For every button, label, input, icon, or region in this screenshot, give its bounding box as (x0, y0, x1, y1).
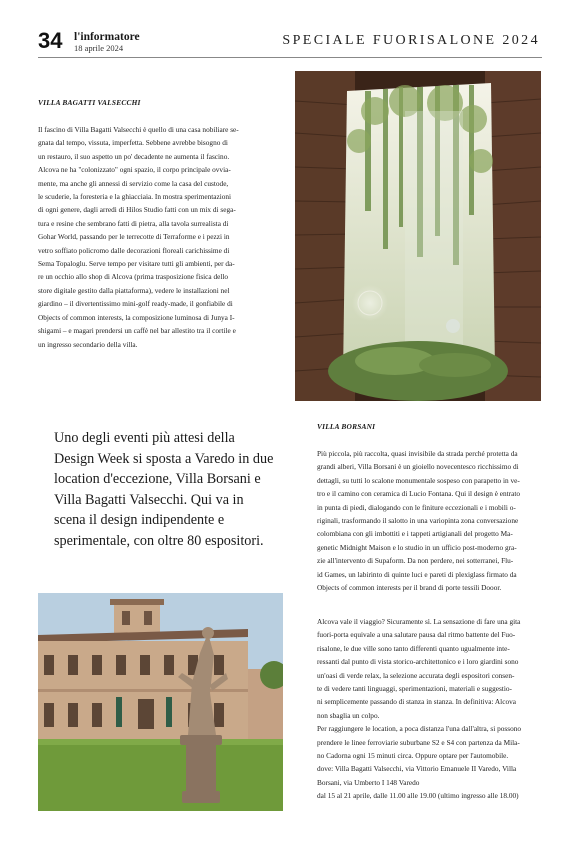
text-line: in punta di piedi, dialogando con le finiture eccezionali e i mobili o- (317, 502, 516, 512)
text-line: riginali, trasformando il salotto in una variopinta zona conversazione (317, 516, 519, 526)
text-line: Gohar World, passando per le terrecotte di Terraforme e i pezzi in (38, 232, 230, 242)
photo-overgrown-courtyard (295, 71, 541, 401)
text-line: zie all'intervento di Supaform. Da non perdere, nei sotterranei, Flu- (317, 556, 514, 566)
text-line: gnata dal tempo, vissuta, imperfetta. Sebbene avrebbe bisogno di (38, 138, 228, 148)
header-rule (38, 57, 542, 58)
text-line: Borsani, via Umberto I 148 Varedo (317, 777, 420, 787)
text-line: no Cadorna ogni 15 minuti circa. Oppure optare per l'automobile. (317, 751, 509, 761)
text-line: un ingresso secondario della villa. (38, 339, 138, 349)
text-line: prendere le linee ferroviarie suburbane S2 e S4 con partenza da Mila- (317, 737, 520, 747)
text-line: di ogni genere, dagli arredi di Hilos Studio fatti con un mix di sega- (38, 205, 236, 215)
text-line: un'oasi di verde relax, la selezione accurata degli espositori consen- (317, 670, 515, 680)
text-line: fuori-porta equivale a una salutare pausa dal ritmo battente del Fuo- (317, 630, 516, 640)
text-line: dettagli, su tutti lo scalone monumentale sospeso con parapetto in ve- (317, 475, 520, 485)
article-body-villa-bagatti (38, 123, 288, 351)
text-line: Per raggiungere le location, a poca distanza l'una dall'altra, si possono (317, 724, 522, 734)
section-title: SPECIALE FUORISALONE 2024 (282, 33, 540, 48)
text-line: non sbaglia un colpo. (317, 710, 380, 720)
page-header (0, 0, 580, 62)
text-line: ni semplicemente passando di stanza in stanza. In definitiva: Alcova (317, 697, 516, 707)
text-line: Il fascino di Villa Bagatti Valsecchi è quello di una casa nobiliare se- (38, 125, 239, 134)
text-line: tro e il camino con ceramica di Lucio Fontana. Qui il design è entrato (317, 489, 521, 499)
text-line: re un occhio allo shop di Alcova (prima trasposizione fisica dello (38, 272, 229, 282)
text-line: Alcova ne ha "colonizzato" ogni spazio, il corpo principale ovvia- (38, 165, 231, 175)
article-heading-villa-bagatti: VILLA BAGATTI VALSECCHI (38, 98, 141, 107)
text-line: vetro soffiato policromo dalle decorazioni floreali carichissime di (38, 245, 230, 255)
text-line: genetic Midnight Maison e lo studio in un ufficio post-moderno gra- (317, 542, 517, 552)
text-line: tura e resine che sembrano fatti di pietra, alla tavola surrealista di (38, 218, 229, 228)
text-line: dal 15 al 21 aprile, dalle 11.00 alle 19.00 (ultimo ingresso alle 18.00) (317, 791, 519, 801)
text-line: risalone, le due ville sono tanto differenti quanto ugualmente inte- (317, 643, 510, 653)
text-line: Alcova vale il viaggio? Sicuramente sì. La sensazione di fare una gita (317, 617, 521, 626)
photo-villa-facade (38, 593, 283, 811)
text-line: Più piccola, più raccolta, quasi invisibile da strada perché protetta da (317, 449, 518, 458)
text-line: Sema Topaloglu. Serve tempo per visitare tutti gli ambienti, per da- (38, 259, 235, 269)
text-line: id Games, un labirinto di quinte luci e pareti di plexiglass firmato da (317, 569, 517, 579)
text-line: colombiana con gli imbottiti e i tappeti artigianali del progetto Ma- (317, 529, 513, 539)
page-number: 34 (38, 28, 63, 53)
text-line: te di vedere tanti linguaggi, sperimentazioni, materiali e suggestio- (317, 684, 512, 694)
text-line: mente, ma anche gli annessi di servizio come la casa del custode, (38, 178, 229, 188)
publication-date: 18 aprile 2024 (74, 43, 124, 53)
text-line: grandi alberi, Villa Borsani è un gioiello novecentesco ricchissimo di (317, 462, 519, 472)
publication-name: l'informatore (74, 31, 140, 43)
text-line: un restauro, il suo aspetto un po' decadente ne aumenta il fascino. (38, 151, 230, 161)
text-line: dove: Villa Bagatti Valsecchi, via Vittorio Emanuele II Varedo, Villa (317, 764, 517, 774)
pull-quote: Uno degli eventi più attesi della Design Week si sposta a Varedo in due location d'eccezione, Villa Borsani e Villa Bagatti Valsecchi. Qui va in scena il design indipendente e sperimentale, con oltre 80 espositori. (54, 430, 274, 549)
text-line: Objects of common interests, la composizione luminosa di Junya I- (38, 312, 235, 322)
text-line: giardino – il divertentissimo mini-golf ready-made, il gonfiabile di (38, 299, 233, 309)
article-body-villa-borsani (317, 447, 552, 594)
text-line: store digitale gestito dalla piattaforma), vedere le installazioni nel (38, 285, 230, 295)
text-line: shigami – e magari prendersi un caffè nel bar allestito tra il cortile e (38, 326, 236, 336)
text-line: Objects of common interests per il brand di porte tessili Dooor. (317, 583, 502, 593)
article-heading-villa-borsani: VILLA BORSANI (317, 422, 376, 431)
text-line: ressanti dal punto di vista storico-architettonico e i loro giardini sono (317, 657, 519, 667)
text-line: le scuderie, la foresteria e la ghiacciaia. In mostra sperimentazioni (38, 192, 232, 202)
article-body-conclusion (317, 615, 552, 803)
